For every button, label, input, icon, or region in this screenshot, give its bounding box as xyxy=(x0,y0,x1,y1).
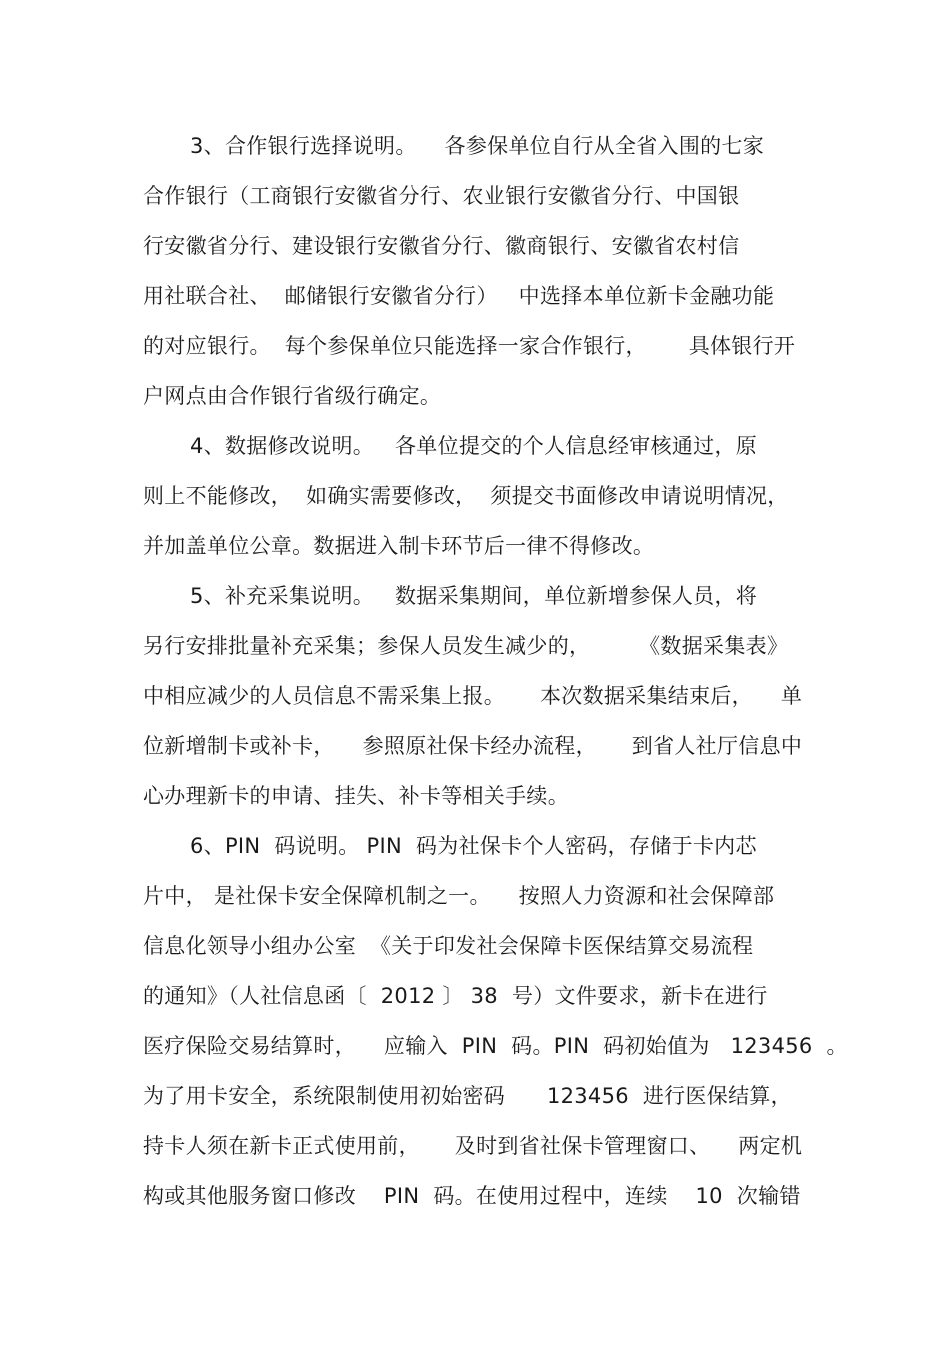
para-4-line-3: 并加盖单位公章。数据进入制卡环节后一律不得修改。 xyxy=(143,534,655,558)
para-3-line-4: 用社联合社、 邮储银行安徽省分行） 中选择本单位新卡金融功能 xyxy=(143,284,775,308)
para-5-line-2: 另行安排批量补充采集；参保人员发生减少的， 《数据采集表》 xyxy=(143,634,789,658)
para-5-line-1: 5、补充采集说明。 数据采集期间，单位新增参保人员，将 xyxy=(190,584,758,608)
para-3-line-6: 户网点由合作银行省级行确定。 xyxy=(143,384,442,408)
para-6-line-7: 持卡人须在新卡正式使用前， 及时到省社保卡管理窗口、 两定机 xyxy=(143,1134,803,1158)
para-4-line-1: 4、数据修改说明。 各单位提交的个人信息经审核通过，原 xyxy=(190,434,758,458)
para-3-line-3: 行安徽省分行、建设银行安徽省分行、徽商银行、安徽省农村信 xyxy=(143,234,740,258)
para-6-line-5: 医疗保险交易结算时， 应输入 PIN 码。PIN 码初始值为 123456 。 xyxy=(143,1034,848,1058)
para-3-line-5: 的对应银行。 每个参保单位只能选择一家合作银行， 具体银行开 xyxy=(143,334,796,358)
para-6-line-8: 构或其他服务窗口修改 PIN 码。在使用过程中，连续 10 次输错 xyxy=(143,1184,801,1208)
para-6-line-3: 信息化领导小组办公室 《关于印发社会保障卡医保结算交易流程 xyxy=(143,934,754,958)
para-5-line-4: 位新增制卡或补卡， 参照原社保卡经办流程， 到省人社厅信息中 xyxy=(143,734,803,758)
para-5-line-3: 中相应减少的人员信息不需采集上报。 本次数据采集结束后， 单 xyxy=(143,684,803,708)
para-6-line-2: 片中， 是社保卡安全保障机制之一。 按照人力资源和社会保障部 xyxy=(143,884,775,908)
para-3-line-2: 合作银行（工商银行安徽省分行、农业银行安徽省分行、中国银 xyxy=(143,184,740,208)
para-6-line-1: 6、PIN 码说明。 PIN 码为社保卡个人密码，存储于卡内芯 xyxy=(190,834,757,858)
para-6-line-4: 的通知》（人社信息函〔 2012 〕 38 号）文件要求，新卡在进行 xyxy=(143,984,768,1008)
para-4-line-2: 则上不能修改， 如确实需要修改， 须提交书面修改申请说明情况， xyxy=(143,484,789,508)
para-5-line-5: 心办理新卡的申请、挂失、补卡等相关手续。 xyxy=(143,784,569,808)
para-6-line-6: 为了用卡安全，系统限制使用初始密码 123456 进行医保结算， xyxy=(143,1084,792,1108)
para-3-line-1: 3、合作银行选择说明。 各参保单位自行从全省入围的七家 xyxy=(190,134,765,158)
